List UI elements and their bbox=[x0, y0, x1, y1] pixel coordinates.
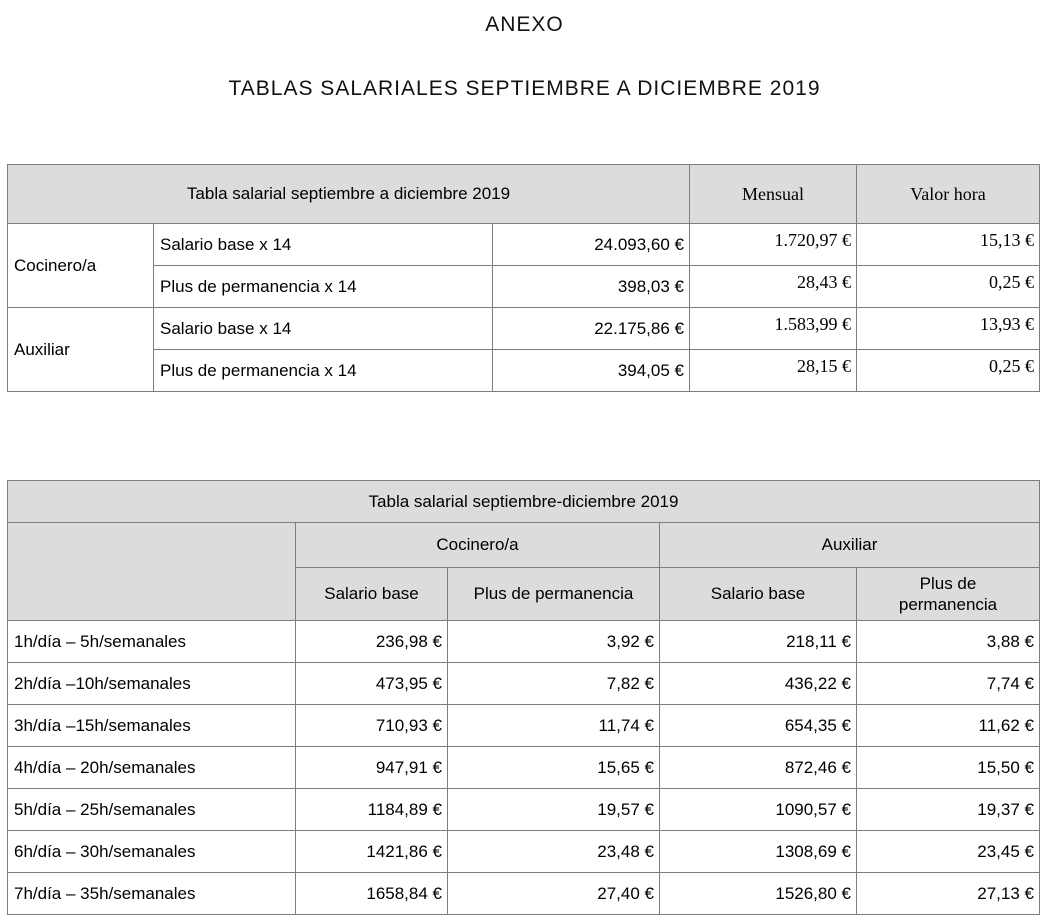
table-row bbox=[8, 705, 1040, 747]
cook-base-cell: 1421,86 € bbox=[296, 831, 448, 873]
hourly-cell: 15,13 € bbox=[857, 224, 1040, 266]
concept-cell: Salario base x 14 bbox=[154, 308, 493, 350]
sub-aux-plus-line1: Plus de bbox=[919, 574, 977, 593]
table-row bbox=[8, 747, 1040, 789]
concept-cell: Plus de permanencia x 14 bbox=[154, 266, 493, 308]
hourly-cell: 0,25 € bbox=[857, 266, 1040, 308]
table2-sub-aux-base: Salario base bbox=[660, 568, 857, 621]
annex-title: ANEXO bbox=[485, 13, 564, 36]
table-row bbox=[8, 621, 1040, 663]
table2-sub-cook-plus: Plus de permanencia bbox=[448, 568, 660, 621]
aux-base-cell: 1308,69 € bbox=[660, 831, 857, 873]
monthly-cell: 1.583,99 € bbox=[690, 308, 857, 350]
table-row bbox=[8, 350, 1040, 392]
table1-col-hourly: Valor hora bbox=[857, 165, 1040, 224]
cook-base-cell: 1658,84 € bbox=[296, 873, 448, 915]
table-row bbox=[8, 224, 1040, 266]
salary-table-part-time bbox=[7, 480, 1040, 915]
table-row bbox=[8, 873, 1040, 915]
aux-base-cell: 654,35 € bbox=[660, 705, 857, 747]
table1-col-monthly: Mensual bbox=[690, 165, 857, 224]
sub-aux-plus-line2: permanencia bbox=[898, 595, 998, 614]
hours-label-cell: 2h/día –10h/semanales bbox=[8, 663, 296, 705]
cook-base-cell: 710,93 € bbox=[296, 705, 448, 747]
cook-plus-cell: 3,92 € bbox=[448, 621, 660, 663]
cook-base-cell: 473,95 € bbox=[296, 663, 448, 705]
annual-cell: 394,05 € bbox=[493, 350, 690, 392]
annual-cell: 24.093,60 € bbox=[493, 224, 690, 266]
table-row bbox=[8, 663, 1040, 705]
cook-base-cell: 236,98 € bbox=[296, 621, 448, 663]
annual-cell: 398,03 € bbox=[493, 266, 690, 308]
table2-sub-aux-plus bbox=[857, 568, 1040, 621]
category-auxiliary: Auxiliar bbox=[8, 308, 154, 392]
hours-label-cell: 4h/día – 20h/semanales bbox=[8, 747, 296, 789]
annual-cell: 22.175,86 € bbox=[493, 308, 690, 350]
hours-label-cell: 7h/día – 35h/semanales bbox=[8, 873, 296, 915]
hourly-cell: 0,25 € bbox=[857, 350, 1040, 392]
hours-label-cell: 3h/día –15h/semanales bbox=[8, 705, 296, 747]
aux-base-cell: 872,46 € bbox=[660, 747, 857, 789]
aux-plus-cell: 27,13 € bbox=[857, 873, 1040, 915]
aux-plus-cell: 3,88 € bbox=[857, 621, 1040, 663]
cook-plus-cell: 27,40 € bbox=[448, 873, 660, 915]
aux-plus-cell: 15,50 € bbox=[857, 747, 1040, 789]
monthly-cell: 28,15 € bbox=[690, 350, 857, 392]
table-row bbox=[8, 789, 1040, 831]
monthly-cell: 28,43 € bbox=[690, 266, 857, 308]
document-title: TABLAS SALARIALES SEPTIEMBRE A DICIEMBRE 2019 bbox=[228, 77, 821, 100]
cook-base-cell: 1184,89 € bbox=[296, 789, 448, 831]
concept-cell: Salario base x 14 bbox=[154, 224, 493, 266]
hours-label-cell: 5h/día – 25h/semanales bbox=[8, 789, 296, 831]
table-row bbox=[8, 308, 1040, 350]
aux-plus-cell: 11,62 € bbox=[857, 705, 1040, 747]
aux-base-cell: 1526,80 € bbox=[660, 873, 857, 915]
table1-title: Tabla salarial septiembre a diciembre 2019 bbox=[8, 165, 690, 224]
cook-base-cell: 947,91 € bbox=[296, 747, 448, 789]
hourly-cell: 13,93 € bbox=[857, 308, 1040, 350]
table-row bbox=[8, 831, 1040, 873]
aux-base-cell: 218,11 € bbox=[660, 621, 857, 663]
aux-base-cell: 436,22 € bbox=[660, 663, 857, 705]
cook-plus-cell: 11,74 € bbox=[448, 705, 660, 747]
table2-title: Tabla salarial septiembre-diciembre 2019 bbox=[8, 481, 1040, 523]
aux-plus-cell: 7,74 € bbox=[857, 663, 1040, 705]
cook-plus-cell: 19,57 € bbox=[448, 789, 660, 831]
category-cook: Cocinero/a bbox=[8, 224, 154, 308]
hours-label-cell: 1h/día – 5h/semanales bbox=[8, 621, 296, 663]
table2-group-auxiliary: Auxiliar bbox=[660, 523, 1040, 568]
hours-label-cell: 6h/día – 30h/semanales bbox=[8, 831, 296, 873]
cook-plus-cell: 7,82 € bbox=[448, 663, 660, 705]
aux-plus-cell: 23,45 € bbox=[857, 831, 1040, 873]
table2-sub-cook-base: Salario base bbox=[296, 568, 448, 621]
aux-plus-cell: 19,37 € bbox=[857, 789, 1040, 831]
table2-corner bbox=[8, 523, 296, 621]
aux-base-cell: 1090,57 € bbox=[660, 789, 857, 831]
table-row bbox=[8, 266, 1040, 308]
cook-plus-cell: 23,48 € bbox=[448, 831, 660, 873]
monthly-cell: 1.720,97 € bbox=[690, 224, 857, 266]
cook-plus-cell: 15,65 € bbox=[448, 747, 660, 789]
salary-table-annual bbox=[7, 164, 1040, 392]
concept-cell: Plus de permanencia x 14 bbox=[154, 350, 493, 392]
table2-group-cook: Cocinero/a bbox=[296, 523, 660, 568]
